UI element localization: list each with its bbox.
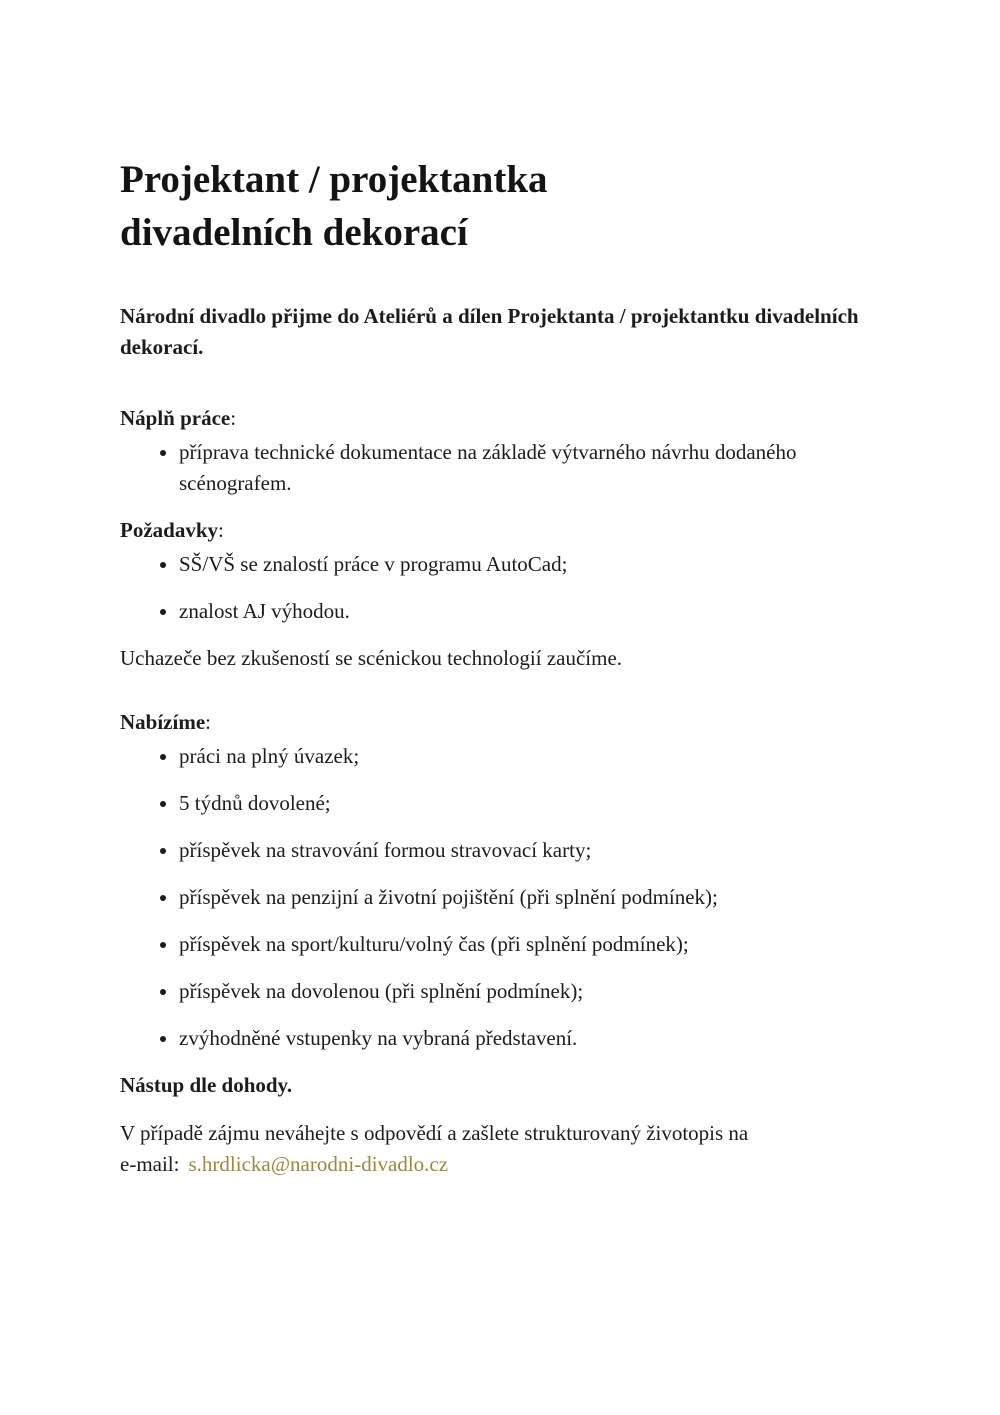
bullet-item: • příspěvek na dovolenou (při splnění podmínek); bbox=[179, 976, 880, 1007]
bullet-item: • 5 týdnů dovolené; bbox=[179, 788, 880, 819]
email-link[interactable]: s.hrdlicka@narodni-divadlo.cz bbox=[188, 1152, 449, 1176]
bullet-item: • SŠ/VŠ se znalostí práce v programu AutoCad; bbox=[179, 549, 880, 580]
bullet-item: • práci na plný úvazek; bbox=[179, 741, 880, 772]
bullet-item: • příspěvek na sport/kulturu/volný čas (při splnění podmínek); bbox=[179, 929, 880, 960]
section-napln-prace bbox=[120, 403, 880, 499]
page-title bbox=[120, 153, 880, 259]
napln-prace-heading-label: Náplň práce bbox=[120, 406, 231, 430]
bullet-item: • zvýhodněné vstupenky na vybraná představení. bbox=[179, 1023, 880, 1054]
pozadavky-bullet-list bbox=[120, 549, 880, 627]
page-title-line-1: Projektant / projektantka bbox=[120, 158, 548, 201]
training-note: Uchazeče bez zkušeností se scénickou technologií zaučíme. bbox=[120, 646, 623, 670]
page-title-line-2: divadelních dekorací bbox=[120, 211, 468, 254]
bullet-item: • příprava technické dokumentace na základě výtvarného návrhu dodaného scénografem. bbox=[179, 437, 880, 499]
nabizime-bullet-list bbox=[120, 741, 880, 1054]
napln-prace-bullet-list bbox=[120, 437, 880, 499]
email-label: e-mail: bbox=[120, 1152, 180, 1176]
pozadavky-heading bbox=[120, 515, 880, 546]
section-pozadavky bbox=[120, 515, 880, 627]
heading-colon: : bbox=[230, 406, 237, 430]
closing-paragraph bbox=[120, 1118, 880, 1180]
closing-line-1: V případě zájmu neváhejte s odpovědí a zašlete strukturovaný životopis na bbox=[120, 1121, 749, 1145]
napln-prace-heading bbox=[120, 403, 880, 434]
section-nabizime bbox=[120, 707, 880, 1054]
pozadavky-heading-label: Požadavky bbox=[120, 518, 219, 542]
start-date-note: Nástup dle dohody. bbox=[120, 1073, 293, 1097]
bullet-item: • znalost AJ výhodou. bbox=[179, 596, 880, 627]
bullet-item: • příspěvek na penzijní a životní pojištění (při splnění podmínek); bbox=[179, 882, 880, 913]
heading-colon: : bbox=[205, 710, 211, 734]
intro-paragraph: Národní divadlo přijme do Ateliérů a dílen Projektanta / projektantku divadelních dekorací. bbox=[120, 304, 859, 359]
nabizime-heading-label: Nabízíme bbox=[120, 710, 206, 734]
closing-line-2 bbox=[120, 1149, 880, 1180]
heading-colon: : bbox=[218, 518, 224, 542]
nabizime-heading bbox=[120, 707, 880, 738]
bullet-item: • příspěvek na stravování formou stravovací karty; bbox=[179, 835, 880, 866]
